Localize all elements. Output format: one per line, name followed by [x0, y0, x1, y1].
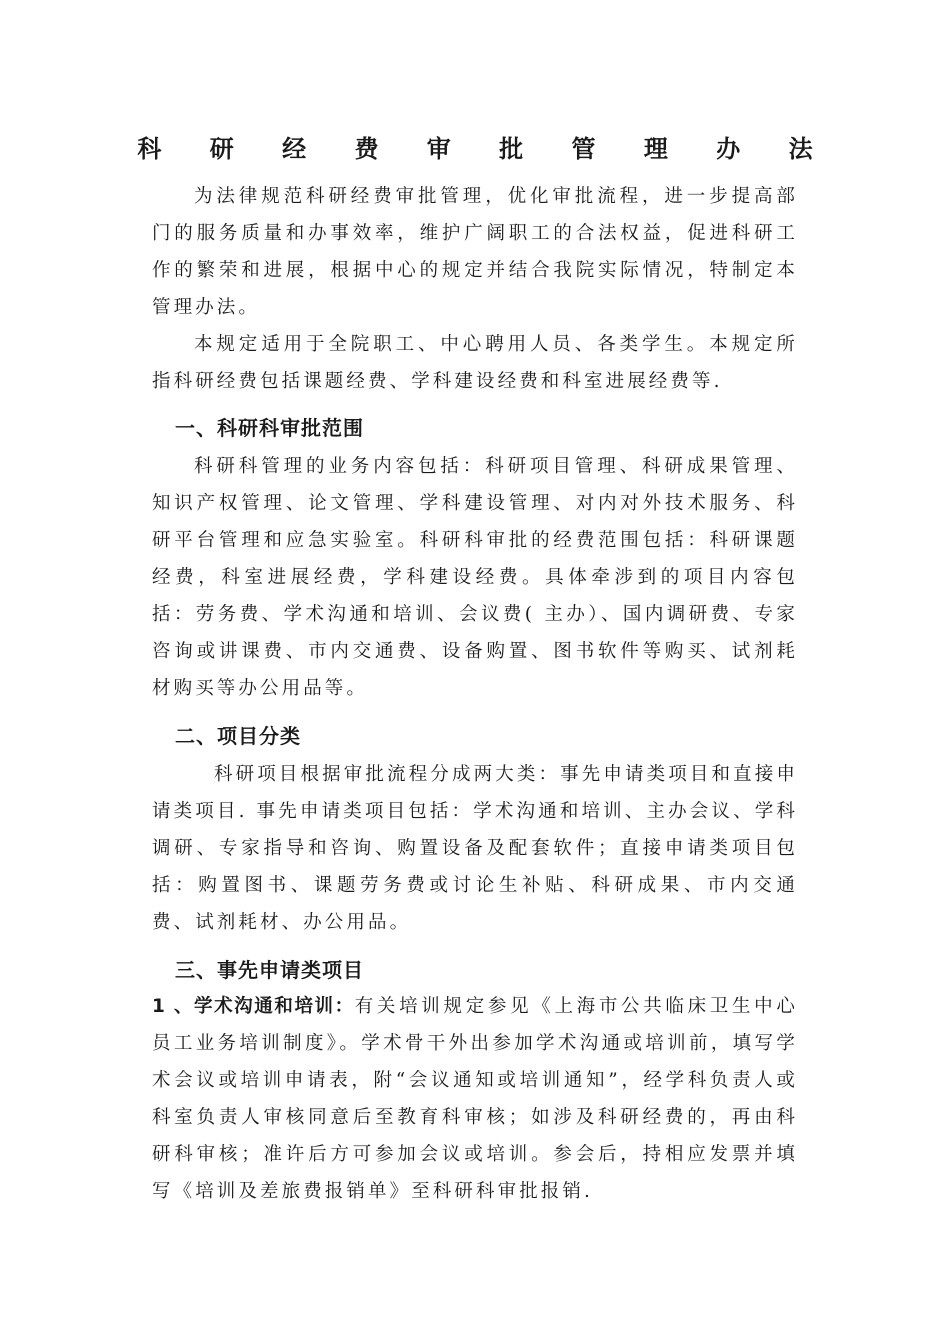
section-body-1 — [152, 448, 798, 707]
section-item-1 — [152, 988, 798, 1210]
intro-paragraph-1: 为法律规范科研经费审批管理，优化审批流程，进一步提高部门的服务质量和办事效率，维护广阔职工的合法权益，促进科研工作的繁荣和进展，根据中心的规定并结合我院实际情况，特制定本管理办法。 — [152, 186, 798, 318]
section-item-text: 有关培训规定参见《上海市公共临床卫生中心员工业务培训制度》。学术骨干外出参加学术沟通或培训前，填写学术会议或培训申请表，附“会议通知或培训通知”，经学科负责人或科室负责人审核同意后至教育科审核；如涉及科研经费的，再由科研科审核；准许后方可参加会议或培训。参会后，持相应发票并填写《培训及差旅费报销单》至科研科审批报销. — [152, 996, 798, 1202]
document-title: 科 研 经 费 审 批 管 理 办 法 — [137, 135, 833, 163]
intro-section — [152, 178, 798, 400]
section-heading-2: 二、项目分类 — [175, 724, 301, 748]
section-item-lead: 1 、学术沟通和培训： — [152, 996, 355, 1017]
section-body-3 — [152, 988, 798, 1210]
section-paragraph-1: 科研科管理的业务内容包括：科研项目管理、科研成果管理、知识产权管理、论文管理、学科建设管理、对内对外技术服务、科研平台管理和应急实验室。科研科审批的经费范围包括：科研课题经费，科室进展经费，学科建设经费。具体牵涉到的项目内容包括：劳务费、学术沟通和培训、会议费( 主办）、国内调研费、专家咨询或讲课费、市内交通费、设备购置、图书软件等购买、试剂耗材购买等办公用品等。 — [152, 456, 798, 699]
section-paragraph-2: 科研项目根据审批流程分成两大类：事先申请类项目和直接申请类项目. 事先申请类项目包括：学术沟通和培训、主办会议、学科调研、专家指导和咨询、购置设备及配套软件；直接申请类项目包括：购置图书、课题劳务费或讨论生补贴、科研成果、市内交通费、试剂耗材、办公用品。 — [152, 764, 798, 933]
intro-paragraph-2: 本规定适用于全院职工、中心聘用人员、各类学生。本规定所指科研经费包括课题经费、学科建设经费和科室进展经费等. — [152, 334, 798, 392]
section-heading-1: 一、科研科审批范围 — [175, 416, 364, 440]
section-body-2 — [152, 756, 798, 941]
section-heading-3: 三、事先申请类项目 — [175, 958, 364, 982]
